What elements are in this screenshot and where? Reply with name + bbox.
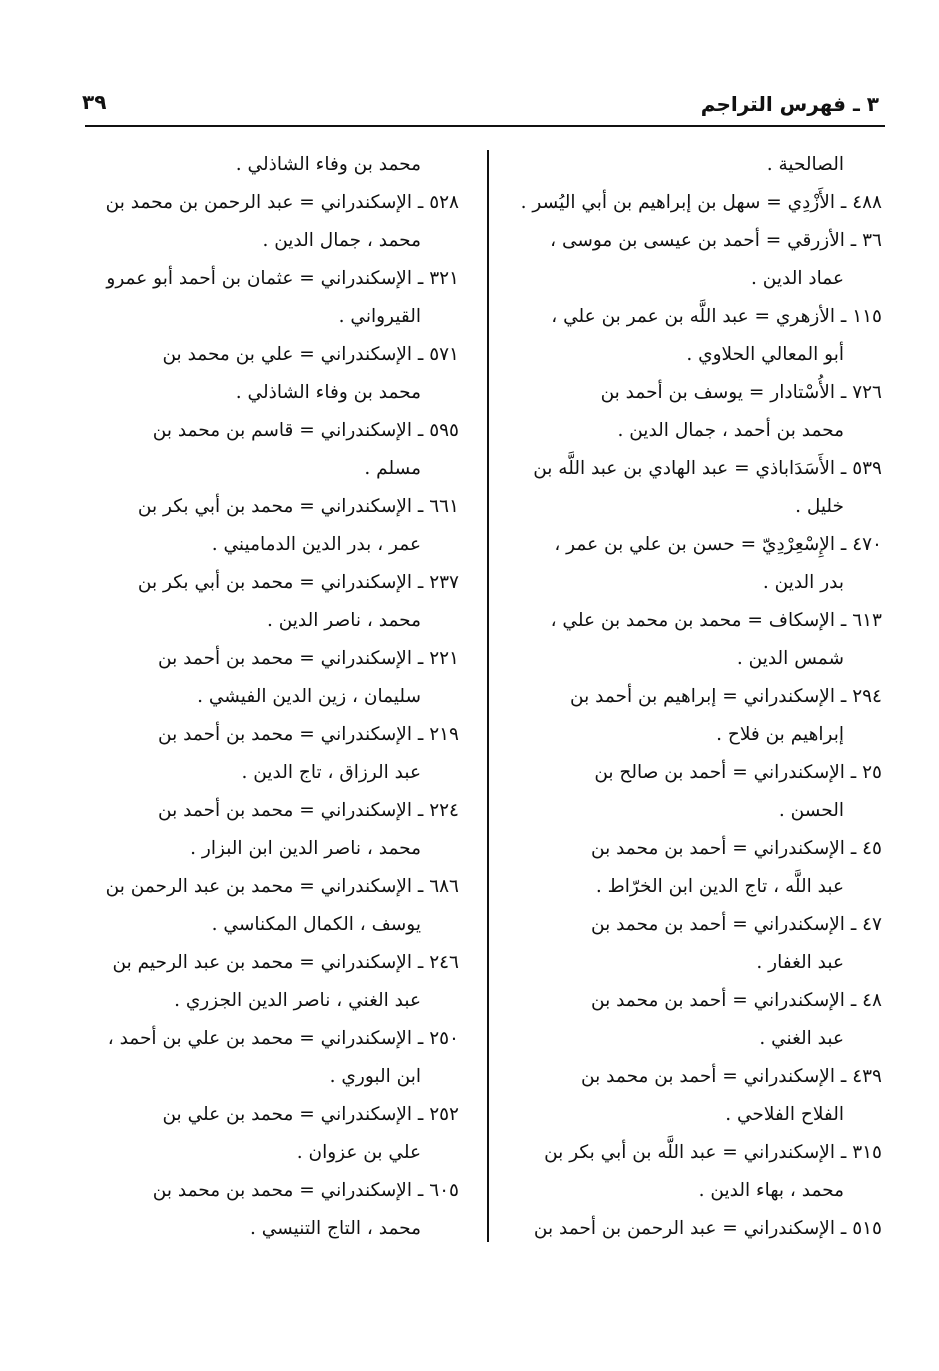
index-entry: ٤٥ ـ الإسكندراني = أحمد بن محمد بن	[590, 838, 882, 859]
index-entry-continuation: الفلاح الفلاحي .	[725, 1104, 844, 1125]
column-divider	[487, 150, 489, 1242]
index-entry-continuation: القيرواني .	[338, 306, 421, 327]
index-entry: ٦٨٦ ـ الإسكندراني = محمد بن عبد الرحمن بن	[105, 876, 459, 897]
index-entry: ٦٦١ ـ الإسكندراني = محمد بن أبي بكر بن	[137, 496, 459, 517]
index-entry-continuation: عمر ، بدر الدين الدماميني .	[211, 534, 421, 555]
index-entry: ٦١٣ ـ الإسكاف = محمد بن محمد بن علي ،	[550, 610, 882, 631]
index-entry-continuation: محمد بن وفاء الشاذلي .	[235, 154, 421, 175]
index-entry: ٣٢١ ـ الإسكندراني = عثمان بن أحمد أبو عمرو	[106, 268, 459, 289]
index-entry: ٥٣٩ ـ الأَسَدَاباذي = عبد الهادي بن عبد اللَّه بن	[533, 458, 882, 479]
index-entry: ٢٩٤ ـ الإسكندراني = إبراهيم بن أحمد بن	[570, 686, 882, 707]
index-entry: ٧٢٦ ـ الأُسْتادار = يوسف بن أحمد بن	[600, 382, 882, 403]
index-entry-continuation: عبد الغفار .	[756, 952, 844, 973]
index-entry-continuation: الحسن .	[778, 800, 844, 821]
running-header-title: ٣ ـ فهرس التراجم	[700, 92, 879, 116]
index-entry: ٤٨٨ ـ الأَزْدِي = سهل بن إبراهيم بن أبي اليُسر .	[520, 192, 882, 213]
index-entry-continuation: خليل .	[795, 496, 844, 517]
index-entry-continuation: يوسف ، الكمال المكناسي .	[211, 914, 421, 935]
index-entry-continuation: محمد ، ناصر الدين ابن البزار .	[190, 838, 421, 859]
index-entry: ٢١٩ ـ الإسكندراني = محمد بن أحمد بن	[158, 724, 459, 745]
index-entry: ٣٦ ـ الأزرقي = أحمد بن عيسى بن موسى ،	[550, 230, 882, 251]
index-entry-continuation: محمد ، ناصر الدين .	[266, 610, 421, 631]
index-entry-continuation: إبراهيم بن فلاح .	[716, 724, 844, 745]
index-entry: ٣١٥ ـ الإسكندراني = عبد اللَّه بن أبي بكر بن	[544, 1142, 882, 1163]
index-entry: ٢٤٦ ـ الإسكندراني = محمد بن عبد الرحيم بن	[112, 952, 459, 973]
index-entry: ٢٥٠ ـ الإسكندراني = محمد بن علي بن أحمد ،	[107, 1028, 459, 1049]
index-entry-continuation: عبد الغني .	[759, 1028, 844, 1049]
index-entry-continuation: عبد الغني ، ناصر الدين الجزري .	[174, 990, 421, 1011]
index-entry: ٥٧١ ـ الإسكندراني = علي بن محمد بن	[162, 344, 459, 365]
index-entry-continuation: سليمان ، زين الدين الفيشي .	[197, 686, 421, 707]
index-entry-continuation: بدر الدين .	[762, 572, 844, 593]
index-column-right	[507, 146, 882, 1248]
index-entry-continuation: علي بن عزوان .	[296, 1142, 421, 1163]
index-entry: ٥١٥ ـ الإسكندراني = عبد الرحمن بن أحمد بن	[533, 1218, 882, 1239]
index-entry: ٤٨ ـ الإسكندراني = أحمد بن محمد بن	[590, 990, 882, 1011]
index-entry: ٢٥ ـ الإسكندراني = أحمد بن صالح بن	[594, 762, 882, 783]
index-entry: ٢٥٢ ـ الإسكندراني = محمد بن علي بن	[162, 1104, 459, 1125]
index-entry: ٤٧ ـ الإسكندراني = أحمد بن محمد بن	[590, 914, 882, 935]
index-entry-continuation: محمد ، بهاء الدين .	[698, 1180, 844, 1201]
index-entry-continuation: شمس الدين .	[736, 648, 844, 669]
index-column-left	[81, 146, 459, 1248]
index-entry-continuation: ابن البوري .	[329, 1066, 421, 1087]
index-entry-continuation: عماد الدين .	[751, 268, 844, 289]
index-entry-continuation: الصالحية .	[766, 154, 844, 175]
index-entry-continuation: مسلم .	[364, 458, 421, 479]
index-entry: ٦٠٥ ـ الإسكندراني = محمد بن محمد بن	[152, 1180, 459, 1201]
header-rule	[85, 125, 885, 127]
index-entry-continuation: عبد الرزاق ، تاج الدين .	[241, 762, 421, 783]
index-entry-continuation: محمد ، جمال الدين .	[262, 230, 421, 251]
index-entry: ٢٣٧ ـ الإسكندراني = محمد بن أبي بكر بن	[137, 572, 459, 593]
index-entry: ٢٢١ ـ الإسكندراني = محمد بن أحمد بن	[158, 648, 459, 669]
index-entry: ٢٢٤ ـ الإسكندراني = محمد بن أحمد بن	[158, 800, 459, 821]
index-entry: ١١٥ ـ الأزهري = عبد اللَّه بن عمر بن علي ،	[551, 306, 882, 327]
index-entry: ٥٢٨ ـ الإسكندراني = عبد الرحمن بن محمد بن	[105, 192, 459, 213]
index-entry: ٥٩٥ ـ الإسكندراني = قاسم بن محمد بن	[152, 420, 459, 441]
index-entry-continuation: عبد اللَّه ، تاج الدين ابن الخرّاط .	[595, 876, 844, 897]
index-entry-continuation: أبو المعالي الحلاوي .	[686, 344, 844, 365]
index-entry-continuation: محمد بن وفاء الشاذلي .	[235, 382, 421, 403]
index-entry: ٤٣٩ ـ الإسكندراني = أحمد بن محمد بن	[581, 1066, 882, 1087]
index-entry: ٤٧٠ ـ الإِسْعِرْدِيّ = حسن بن علي بن عمر ،	[554, 534, 882, 555]
index-entry-continuation: محمد ، التاج التنيسي .	[249, 1218, 421, 1239]
index-entry-continuation: محمد بن أحمد ، جمال الدين .	[617, 420, 844, 441]
page-number: ٣٩	[82, 90, 107, 114]
